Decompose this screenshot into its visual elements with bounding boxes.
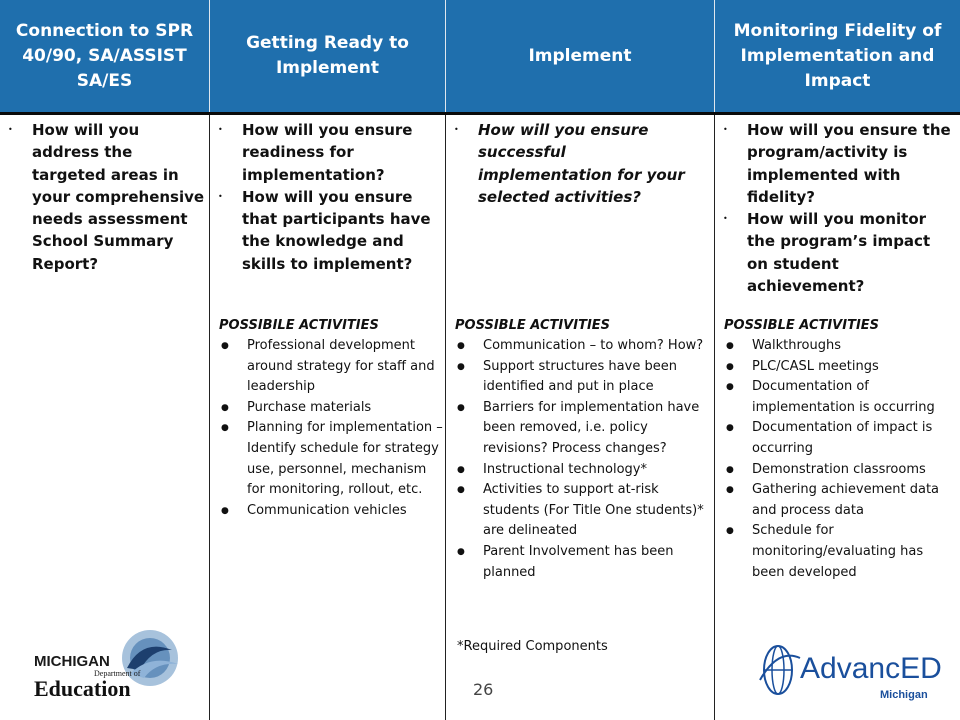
question-item: • How will you ensure successful implementation for your selected activities? [450,119,704,208]
activity-item: ● Walkthroughs [724,336,958,357]
cell-implement [446,115,715,720]
activity-item: ● Instructional technology* [455,460,712,481]
header-monitoring-fidelity: Monitoring Fidelity of Implementation and Impact [715,0,960,112]
activities-title: POSSIBLE ACTIVITIES [455,318,611,333]
logo-advanced-text: AdvancED [800,652,942,685]
logo-michigan-subtext: Michigan [880,689,928,701]
required-components-note: *Required Components [457,639,608,654]
logo-michigan-text: MICHIGAN [34,653,110,670]
header-implement: Implement [446,0,715,112]
activity-item: ● Schedule for monitoring/evaluating has been developed [724,521,958,583]
activity-item: ● Demonstration classrooms [724,460,958,481]
activities-list [724,336,958,583]
activities-title: POSSIBLE ACTIVITIES [724,318,880,333]
activity-item: ● Planning for implementation – Identify schedule for strategy use, personnel, mechanism for monitoring, rollout, etc. [219,418,443,500]
activity-item: ● Documentation of implementation is occurring [724,377,958,418]
activity-item: ● PLC/CASL meetings [724,357,958,378]
activity-item: ● Purchase materials [219,398,443,419]
cell-getting-ready [210,115,446,720]
michigan-education-logo [32,628,182,700]
logo-education-text: Education [34,676,131,700]
activity-item: ● Gathering achievement data and process data [724,480,958,521]
question-list [214,119,441,275]
activity-item: ● Communication vehicles [219,501,443,522]
activity-item: ● Barriers for implementation have been removed, i.e. policy revisions? Process changes? [455,398,712,460]
activity-item: ● Professional development around strategy for staff and leadership [219,336,443,398]
activities-list [219,336,443,521]
question-list [719,119,956,297]
question-item: • How will you address the targeted areas in your comprehensive needs assessment School Summary Report? [4,119,205,275]
question-item: • How will you ensure readiness for implementation? [214,119,441,186]
activity-item: ● Parent Involvement has been planned [455,542,712,583]
question-list [450,119,710,208]
activity-item: ● Activities to support at-risk students (For Title One students)* are delineated [455,480,712,542]
globe-icon [760,646,800,694]
table-header-row [0,0,960,112]
cell-monitoring-fidelity [715,115,960,720]
question-item: • How will you ensure that participants have the knowledge and skills to implement? [214,186,441,275]
question-item: • How will you ensure the program/activity is implemented with fidelity? [719,119,956,208]
activity-item: ● Communication – to whom? How? [455,336,712,357]
header-connection-spr: Connection to SPR 40/90, SA/ASSIST SA/ES [0,0,210,112]
page-number: 26 [473,680,494,699]
logo-department-text: Department of [94,669,141,678]
header-getting-ready: Getting Ready to Implement [210,0,446,112]
question-item: • How will you monitor the program’s impact on student achievement? [719,208,956,297]
activity-item: ● Support structures have been identified and put in place [455,357,712,398]
advanced-michigan-logo [756,640,946,702]
question-list [4,119,205,275]
activities-list [455,336,712,583]
activity-item: ● Documentation of impact is occurring [724,418,958,459]
activities-title: POSSIBILE ACTIVITIES [219,318,379,333]
